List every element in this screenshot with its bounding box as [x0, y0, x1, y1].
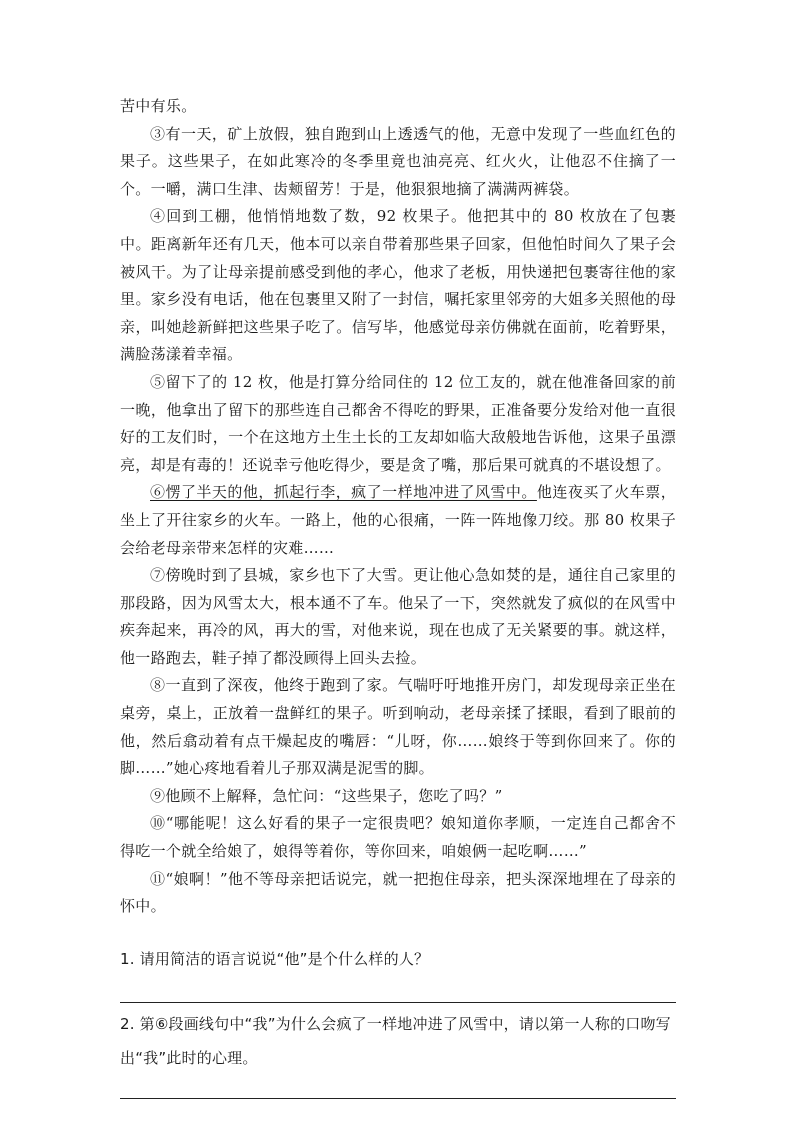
paragraph-11: ⑪“娘啊！”他不等母亲把话说完，就一把抱住母亲，把头深深地埋在了母亲的怀中。 [120, 869, 676, 916]
reading-passage [120, 93, 676, 1103]
answer-line-2[interactable] [120, 1098, 676, 1099]
paragraph-4: ④回到工棚，他悄悄地数了数，92 枚果子。他把其中的 80 枚放在了包裹中。距离新年还有几天，他本可以亲自带着那些果子回家，但他怕时间久了果子会被风干。为了让母亲提前感受到他的孝心，他求了老板，用快递把包裹寄往他的家里。家乡没有电话，他在包裹里又附了一封信，嘱托家里邻旁的大姐多关照他的母亲，叫她趁新鲜把这些果子吃了。信写毕，他感觉母亲仿佛就在面前，吃着野果，满脸荡漾着幸福。 [120, 207, 676, 364]
paragraph-6-rest: 他连夜买了火车票，坐上了开往家乡的火车。一路上，他的心很痛，一阵一阵地像刀绞。那 80 枚果子会给老母亲带来怎样的灾难…… [120, 483, 676, 557]
paragraph-7: ⑦傍晚时到了县城，家乡也下了大雪。更让他心急如焚的是，通往自己家里的那段路，因为风雪太大，根本通不了车。他呆了一下，突然就发了疯似的在风雪中疾奔起来，再冷的风，再大的雪，对他来说，现在也成了无关紧要的事。就这样，他一路跑去，鞋子掉了都没顾得上回头去捡。 [120, 566, 676, 667]
paragraph-5: ⑤留下了的 12 枚，他是打算分给同住的 12 位工友的，就在他准备回家的前一晚，他拿出了留下的那些连自己都舍不得吃的野果，正准备要分发给对他一直很好的工友们时，一个在这地方土生土长的工友却如临大敌般地告诉他，这果子虽漂亮，却是有毒的！还说幸亏他吃得少，要是贪了嘴，那后果可就真的不堪设想了。 [120, 372, 676, 474]
question-1: 1. 请用简洁的语言说说“他”是个什么样的人？ [120, 949, 430, 968]
underlined-sentence: ⑥愣了半天的他，抓起行李，疯了一样地冲进了风雪中。 [150, 483, 537, 502]
paragraph-10: ⑩“哪能呢！这么好看的果子一定很贵吧？娘知道你孝顺，一定连自己都舍不得吃一个就全给娘了，娘得等着你，等你回来，咱娘俩一起吃啊……” [120, 814, 676, 861]
paragraph-3: ③有一天，矿上放假，独自跑到山上透透气的他，无意中发现了一些血红色的果子。这些果子，在如此寒冷的冬季里竟也油亮亮、红火火，让他忍不住摘了一个。一嚼，满口生津、齿颊留芳！于是，他狠狠地摘了满满两裤袋。 [120, 124, 676, 198]
question-2: 2. 第⑥段画线句中“我”为什么会疯了一样地冲进了风雪中，请以第一人称的口吻写出“我”此时的心理。 [120, 1014, 671, 1067]
paragraph-6 [120, 479, 676, 562]
paragraph-9: ⑨他顾不上解释，急忙问：“这些果子，您吃了吗？” [150, 786, 503, 805]
paragraph-2-end: 苦中有乐。 [120, 97, 197, 115]
paragraph-8: ⑧一直到了深夜，他终于跑到了家。气喘吁吁地推开房门，却发现母亲正坐在桌旁，桌上，正放着一盘鲜红的果子。听到响动，老母亲揉了揉眼，看到了眼前的他，然后翕动着有点干燥起皮的嘴唇：“儿呀，你……娘终于等到你回来了。你的脚……”她心疼地看着儿子那双满是泥雪的脚。 [120, 676, 676, 778]
answer-line-1[interactable] [120, 1002, 676, 1003]
